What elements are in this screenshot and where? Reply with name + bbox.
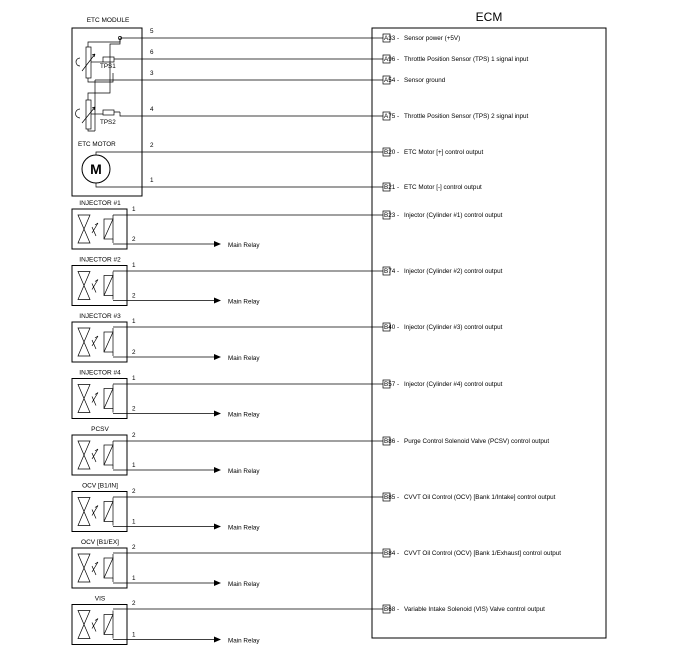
svg-text:-: - xyxy=(397,268,400,275)
svg-text:-: - xyxy=(397,606,400,613)
svg-text:-: - xyxy=(397,113,400,120)
wire-number: 3 xyxy=(150,70,154,77)
solenoid-title: INJECTOR #4 xyxy=(79,369,121,377)
relay-wire-number: 2 xyxy=(132,236,136,243)
solenoid-block xyxy=(72,200,260,249)
pin-code: B68 xyxy=(384,606,396,613)
valve-icon xyxy=(78,441,90,469)
pin-code: B23 xyxy=(384,212,396,219)
solenoid-title: PCSV xyxy=(91,426,109,433)
actuator-arrow-icon xyxy=(92,280,98,293)
svg-text:-: - xyxy=(397,212,400,219)
wire-number: 4 xyxy=(150,106,154,113)
tps2-sensor xyxy=(76,38,121,131)
actuator-arrow-icon xyxy=(92,506,98,519)
valve-icon xyxy=(78,215,90,243)
svg-text:-: - xyxy=(397,149,400,156)
pin-description: Purge Control Solenoid Valve (PCSV) control output xyxy=(404,438,550,445)
arrow-right-icon xyxy=(214,524,221,530)
solenoid-title: INJECTOR #1 xyxy=(79,200,121,207)
arrow-right-icon xyxy=(214,298,221,304)
solenoid-title: OCV [B1/IN] xyxy=(82,482,118,490)
arrow-right-icon xyxy=(214,637,221,643)
pin-description: ETC Motor [+] control output xyxy=(404,149,484,156)
relay-wire-number: 1 xyxy=(132,518,136,526)
ecm-pin-row xyxy=(114,49,528,63)
main-relay-label: Main Relay xyxy=(228,468,260,475)
pin-code: A54 xyxy=(384,77,396,84)
ecm-pin-rows xyxy=(95,28,561,613)
pin-description: Variable Intake Solenoid (VIS) Valve control output xyxy=(404,606,545,613)
wire-number: 1 xyxy=(132,262,136,269)
wire-number: 1 xyxy=(150,177,154,184)
svg-text:-: - xyxy=(397,56,400,63)
ecm-pin-row xyxy=(113,488,556,501)
main-relay-label: Main Relay xyxy=(228,355,260,362)
pin-code: B21 xyxy=(384,184,396,191)
main-relay-label: Main Relay xyxy=(228,581,260,588)
pin-code: B85 xyxy=(384,494,396,501)
solenoid-title: INJECTOR #3 xyxy=(79,313,121,320)
wire-number: 2 xyxy=(132,432,136,439)
valve-icon xyxy=(78,385,90,413)
tps2-label: TPS2 xyxy=(100,119,116,126)
relay-wire-number: 1 xyxy=(132,575,136,582)
main-relay-label: Main Relay xyxy=(228,242,260,249)
main-relay-label: Main Relay xyxy=(228,524,260,532)
pin-description: Injector (Cylinder #1) control output xyxy=(404,212,503,219)
svg-text:-: - xyxy=(397,438,400,445)
svg-text:-: - xyxy=(397,77,400,84)
etc-motor xyxy=(78,141,116,183)
wire-number: 1 xyxy=(132,318,136,325)
pin-description: Sensor power (+5V) xyxy=(404,35,461,42)
svg-text:-: - xyxy=(397,381,400,388)
ecm-pin-row xyxy=(113,318,503,331)
ecm-title: ECM xyxy=(475,10,503,24)
arrow-right-icon xyxy=(214,241,221,247)
pin-description: Throttle Position Sensor (TPS) 1 signal input xyxy=(404,56,529,63)
wire-number: 2 xyxy=(150,142,154,149)
svg-text:-: - xyxy=(397,184,400,191)
pin-description: Injector (Cylinder #4) control output xyxy=(404,381,503,388)
solenoid-block xyxy=(72,483,260,532)
arrow-right-icon xyxy=(214,467,221,473)
ecm-pin-row xyxy=(113,600,545,613)
main-relay-label: Main Relay xyxy=(228,298,260,306)
actuator-arrow-icon xyxy=(92,223,98,236)
pin-description: Injector (Cylinder #3) control output xyxy=(404,324,503,331)
ecm-pin-row xyxy=(96,177,482,191)
wire-number: 1 xyxy=(132,375,136,382)
ecm-pin-row xyxy=(113,375,503,388)
actuator-arrow-icon xyxy=(92,619,98,632)
svg-text:-: - xyxy=(397,324,400,331)
main-relay-label: Main Relay xyxy=(228,637,260,645)
arrow-right-icon xyxy=(214,411,221,417)
ecm-pin-row xyxy=(113,262,503,275)
actuator-arrow-icon xyxy=(92,393,98,406)
solenoid-title: INJECTOR #2 xyxy=(79,256,121,264)
wire-number: 2 xyxy=(132,600,136,607)
ecm-pin-row xyxy=(113,206,503,219)
solenoid-block xyxy=(72,596,260,645)
actuator-arrow-icon xyxy=(92,336,98,349)
pin-description: CVVT Oil Control (OCV) [Bank 1/Exhaust] control output xyxy=(404,550,562,557)
etc-module-title: ETC MODULE xyxy=(86,17,130,24)
pin-code: A75 xyxy=(384,113,396,120)
solenoid-blocks xyxy=(72,200,260,645)
valve-icon xyxy=(78,498,90,526)
etc-motor-title: ETC MOTOR xyxy=(78,141,116,148)
relay-wire-number: 2 xyxy=(132,349,136,356)
valve-icon xyxy=(78,272,90,300)
solenoid-title: VIS xyxy=(94,595,106,603)
valve-icon xyxy=(78,611,90,639)
wire-number: 6 xyxy=(150,49,154,56)
pin-description: Sensor ground xyxy=(404,77,446,84)
ecm-pin-row xyxy=(113,544,561,557)
solenoid-block xyxy=(72,370,260,419)
relay-wire-number: 2 xyxy=(132,405,136,413)
tps1-label: TPS1 xyxy=(100,63,116,70)
valve-icon xyxy=(78,328,90,356)
pin-code: A33 xyxy=(384,35,396,42)
svg-text:-: - xyxy=(397,550,400,557)
relay-wire-number: 1 xyxy=(132,631,136,639)
wire-number: 1 xyxy=(132,206,136,213)
pin-code: A96 xyxy=(384,56,396,63)
motor-symbol: M xyxy=(90,161,102,177)
pin-description: ETC Motor [-] control output xyxy=(404,184,482,191)
svg-text:-: - xyxy=(397,494,400,501)
wire-number: 2 xyxy=(132,488,136,495)
ecm-pin-row xyxy=(120,28,460,42)
valve-icon xyxy=(78,554,90,582)
pin-description: Injector (Cylinder #2) control output xyxy=(404,268,503,275)
actuator-arrow-icon xyxy=(92,449,98,462)
main-relay-label: Main Relay xyxy=(228,411,260,419)
pin-code: B40 xyxy=(384,324,396,331)
ecm-pin-row xyxy=(120,106,528,120)
pin-code: B57 xyxy=(384,381,396,388)
solenoid-block xyxy=(72,426,260,475)
ecm-pin-row xyxy=(96,142,484,156)
arrow-right-icon xyxy=(214,354,221,360)
pin-description: Throttle Position Sensor (TPS) 2 signal input xyxy=(404,113,529,120)
solenoid-block xyxy=(72,257,260,306)
pin-code: B20 xyxy=(384,149,396,156)
etc-module xyxy=(72,17,142,196)
svg-text:-: - xyxy=(397,35,400,42)
pin-code: B74 xyxy=(384,268,396,275)
wire-number: 2 xyxy=(132,544,136,551)
pin-code: B86 xyxy=(384,438,396,445)
pin-code: B84 xyxy=(384,550,396,557)
pin-description: CVVT Oil Control (OCV) [Bank 1/Intake] control output xyxy=(404,494,556,501)
wire-number: 5 xyxy=(150,28,154,35)
ecm-pin-row xyxy=(113,432,549,445)
solenoid-title: OCV [B1/EX] xyxy=(81,539,119,546)
relay-wire-number: 2 xyxy=(132,292,136,300)
solenoid-block xyxy=(72,313,260,362)
ecm-pin-row xyxy=(95,70,446,131)
arrow-right-icon xyxy=(214,580,221,586)
actuator-arrow-icon xyxy=(92,562,98,575)
solenoid-block xyxy=(72,539,260,588)
relay-wire-number: 1 xyxy=(132,462,136,469)
